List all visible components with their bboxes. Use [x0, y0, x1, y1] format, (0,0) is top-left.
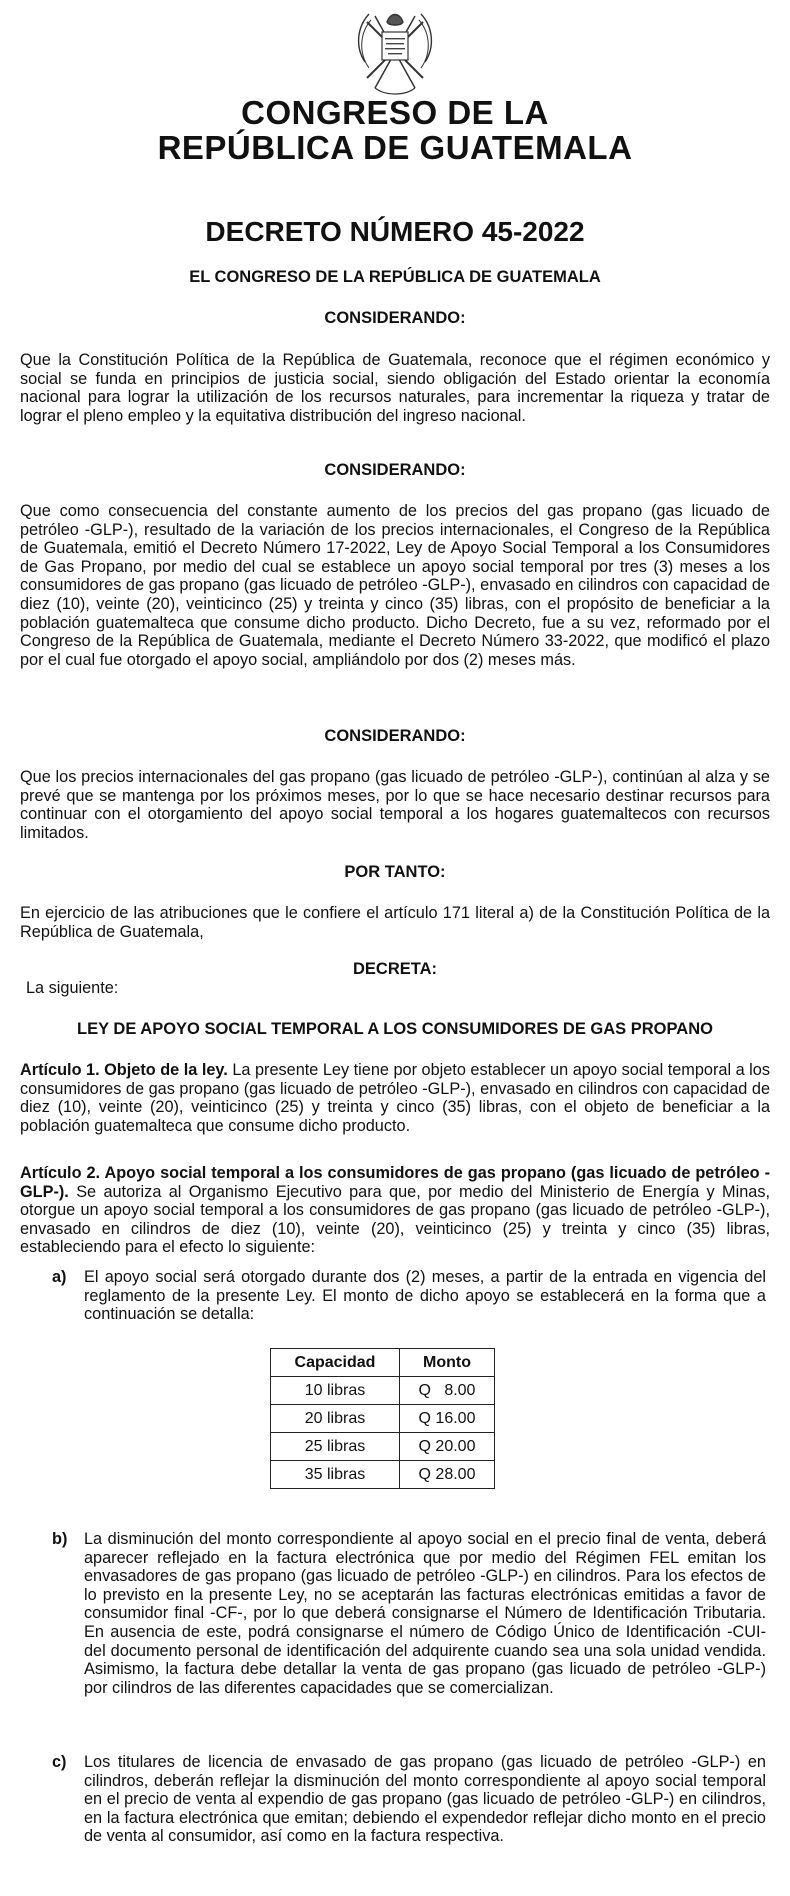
considerando-heading-2: CONSIDERANDO:: [324, 461, 466, 479]
considerando-text-3: Que los precios internacionales del gas propano (gas licuado de petróleo -GLP-), continúan al alza y se prevé que se mantenga por los próximos meses, por lo que se hace necesario destinar recursos para continuar con el otorgamiento del apoyo social temporal a los hogares guatemaltecos con recursos limitados.: [20, 768, 770, 842]
issuer-heading: EL CONGRESO DE LA REPÚBLICA DE GUATEMALA: [189, 268, 601, 286]
chamber-title-line2: REPÚBLICA DE GUATEMALA: [157, 129, 633, 166]
item-c-letter: c): [52, 1753, 67, 1771]
decree-number: DECRETO NÚMERO 45-2022: [205, 216, 585, 247]
table-row: [271, 1405, 495, 1433]
decreta-intro: La siguiente:: [26, 979, 119, 997]
table-cell-amount: Q 8.00: [400, 1377, 495, 1405]
por-tanto-text: En ejercicio de las atribuciones que le confiere el artículo 171 literal a) de la Constitución Política de la República de Guatemala,: [20, 904, 770, 941]
article-2: [20, 1164, 770, 1257]
coat-of-arms-seal: [345, 2, 445, 100]
considerando-heading-1: CONSIDERANDO:: [324, 309, 466, 327]
item-c-text: Los titulares de licencia de envasado de gas propano (gas licuado de petróleo -GLP-) en cilindros, deberán reflejar la disminución del monto correspondiente al apoyo social temporal en el precio de venta al expendio de gas propano (gas licuado de petróleo -GLP-) en cilindros, en la factura electrónica que emitan; debiendo el expendedor reflejar dicho monto en el precio de venta al consumidor, así como en la factura respectiva.: [84, 1753, 766, 1846]
article-2-title: Artículo 2. Apoyo social temporal a los consumidores de gas propano (gas licuado de petróleo -GLP-).: [20, 1164, 770, 1201]
table-cell-amount: Q 20.00: [400, 1433, 495, 1461]
article-1: [20, 1061, 770, 1135]
table-cell-capacity: 20 libras: [271, 1405, 400, 1433]
table-cell-amount: Q 28.00: [400, 1461, 495, 1489]
article-1-title: Artículo 1. Objeto de la ley.: [20, 1061, 228, 1079]
table-header-capacidad: Capacidad: [271, 1349, 400, 1377]
table-cell-capacity: 25 libras: [271, 1433, 400, 1461]
table-cell-amount: Q 16.00: [400, 1405, 495, 1433]
table-cell-capacity: 35 libras: [271, 1461, 400, 1489]
decreta-heading: DECRETA:: [352, 960, 438, 978]
article-2-text: Se autoriza al Organismo Ejecutivo para que, por medio del Ministerio de Energía y Minas, otorgue un apoyo social temporal a los consumidores de gas propano (gas licuado de petróleo -GLP-), envasado en cilindros de diez (10), veinte (20), veinticinco (25) y treinta y cinco (35) libras, estableciendo para el efecto lo siguiente:: [20, 1182, 770, 1257]
item-b-text: La disminución del monto correspondiente al apoyo social en el precio final de venta, deberá aparecer reflejado en la factura electrónica que por medio del Régimen FEL emitan los envasadores de gas propano (gas licuado de petróleo -GLP-) en cilindros. Para los efectos de lo previsto en la presente Ley, no se aceptarán las facturas electrónicas emitidas a favor de consumidor final -CF-, por lo que deberá consignarse el Número de Identificación Tributaria. En ausencia de este, podrá consignarse el número de Código Único de Identificación -CUI- del documento personal de identificación del adquirente cuando sea una sola unidad vendida. Asimismo, la factura debe detallar la venta de gas propano (gas licuado de petróleo -GLP-) por cilindros de las diferentes capacidades que se comercializan.: [84, 1530, 766, 1697]
support-amounts-table: [270, 1348, 495, 1489]
item-b-letter: b): [52, 1530, 68, 1548]
item-a-letter: a): [52, 1268, 67, 1286]
table-cell-capacity: 10 libras: [271, 1377, 400, 1405]
table-row: [271, 1377, 495, 1405]
table-header-monto: Monto: [400, 1349, 495, 1377]
considerando-heading-3: CONSIDERANDO:: [324, 727, 466, 745]
law-title: LEY DE APOYO SOCIAL TEMPORAL A LOS CONSUMIDORES DE GAS PROPANO: [77, 1020, 713, 1038]
item-a-text: El apoyo social será otorgado durante dos (2) meses, a partir de la entrada en vigencia del reglamento de la presente Ley. El monto de dicho apoyo se establecerá en la forma que a continuación se detalla:: [84, 1268, 766, 1324]
considerando-text-1: Que la Constitución Política de la República de Guatemala, reconoce que el régimen económico y social se funda en principios de justicia social, siendo obligación del Estado orientar la economía nacional para lograr la utilización de los recursos naturales, para incrementar la riqueza y tratar de lograr el pleno empleo y la equitativa distribución del ingreso nacional.: [20, 351, 770, 425]
table-header-row: [271, 1349, 495, 1377]
por-tanto-heading: POR TANTO:: [344, 863, 446, 881]
table-row: [271, 1433, 495, 1461]
chamber-title-line1: CONGRESO DE LA: [241, 94, 549, 131]
table-row: [271, 1461, 495, 1489]
considerando-text-2: Que como consecuencia del constante aumento de los precios del gas propano (gas licuado de petróleo -GLP-), resultado de la variación de los precios internacionales, el Congreso de la República de Guatemala, emitió el Decreto Número 17-2022, Ley de Apoyo Social Temporal a los Consumidores de Gas Propano, por medio del cual se establece un apoyo social temporal por tres (3) meses a los consumidores de gas propano (gas licuado de petróleo -GLP-), envasado en cilindros con capacidad de diez (10), veinte (20), veinticinco (25) y treinta y cinco (35) libras, con el propósito de beneficiar a la población guatemalteca que consume dicho producto. Dicho Decreto, fue a su vez, reformado por el Congreso de la República de Guatemala, mediante el Decreto Número 33-2022, que modificó el plazo por el cual fue otorgado el apoyo social, ampliándolo por dos (2) meses más.: [20, 502, 770, 669]
article-1-text: La presente Ley tiene por objeto establecer un apoyo social temporal a los consumidores de gas propano (gas licuado de petróleo -GLP-), envasado en cilindros con capacidad de diez (10), veinte (20), veinticinco (25) y treinta y cinco (35) libras, con el objeto de beneficiar a la población guatemalteca que consume dicho producto.: [20, 1061, 770, 1135]
